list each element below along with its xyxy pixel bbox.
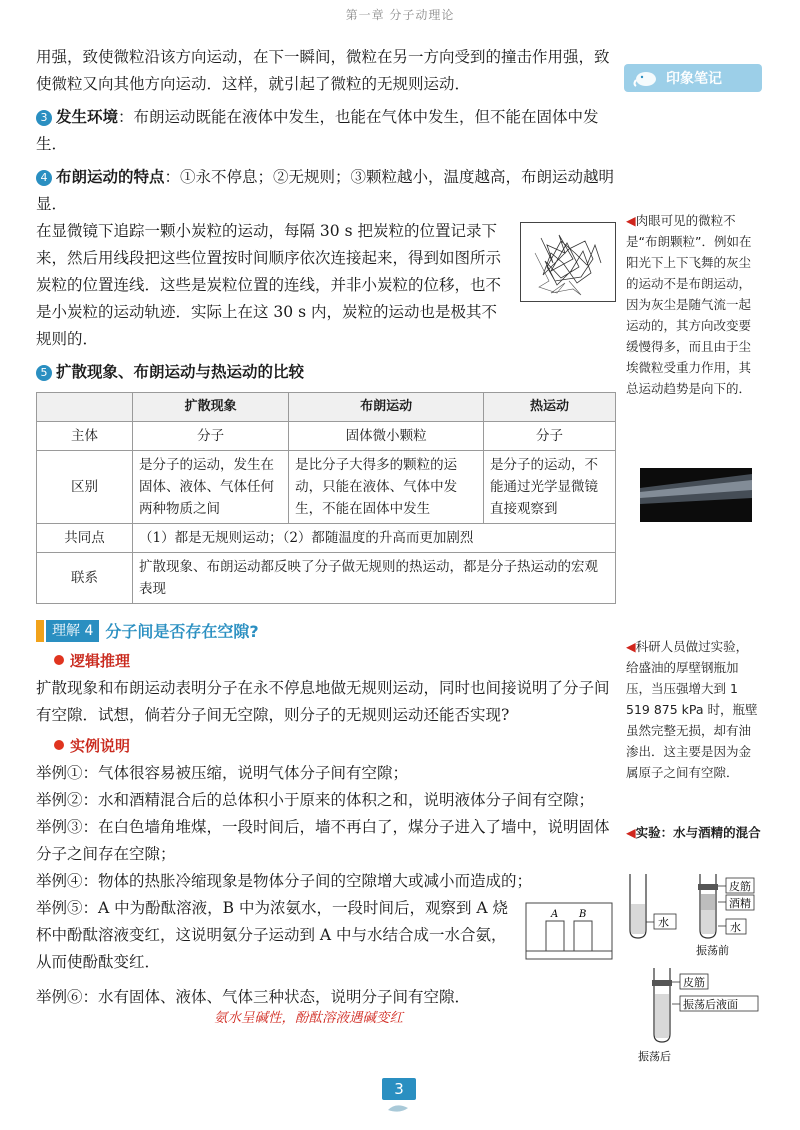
table-row <box>37 451 616 524</box>
label-water-1: 水 <box>658 916 669 929</box>
table-cell: （1）都是无规则运动；（2）都随温度的升高而更加剧烈 <box>133 524 616 553</box>
sidebar-note-1 <box>626 210 758 399</box>
label-after-level: 振荡后液面 <box>683 998 738 1011</box>
table-row <box>37 422 616 451</box>
sidebar-note-1-text: 肉眼可见的微粒不是“布朗颗粒”．例如在阳光下上下飞舞的灰尘的运动不是布朗运动，因为灰尘是随气流一起运动的，其方向改变要缓慢得多，而且由于尘埃微粒受重力作用，其总运动趋势是向下的． <box>626 213 752 396</box>
row-label: 区别 <box>37 451 133 524</box>
label-alcohol: 酒精 <box>729 897 751 910</box>
logic-paragraph: 扩散现象和布朗运动表明分子在永不停息地做无规则运动，同时也间接说明了分子间有空隙．试想，倘若分子间无空隙，则分子的无规则运动还能否实现? <box>36 679 610 724</box>
features-label: 布朗运动的特点 <box>56 168 165 186</box>
example-1: 举例①：气体很容易被压缩，说明气体分子间有空隙； <box>36 764 409 782</box>
table-cell: 扩散现象、布朗运动都反映了分子做无规则的热运动，都是分子热运动的宏观表现 <box>133 553 616 604</box>
comparison-table <box>36 392 616 604</box>
features-text: ：①永不停息；②无规则；③颗粒越小，温度越高，布朗运动越明显． <box>36 168 615 213</box>
row-label: 共同点 <box>37 524 133 553</box>
carbon-path-drawing <box>521 223 615 301</box>
handwritten-note: 氨水呈碱性，酚酞溶液遇碱变红 <box>214 1010 403 1026</box>
main-content <box>36 44 616 1011</box>
row-label: 联系 <box>37 553 133 604</box>
number-badge-4: 4 <box>36 170 52 186</box>
sidebar-note-2 <box>626 636 758 783</box>
section-title <box>36 618 616 644</box>
table-header-cell: 热运动 <box>484 393 616 422</box>
row-label: 主体 <box>37 422 133 451</box>
logic-heading-text: 逻辑推理 <box>70 652 131 670</box>
environment-label: 发生环境 <box>56 108 119 126</box>
carbon-paragraph: 在显微镜下追踪一颗小炭粒的运动，每隔 30 s 把炭粒的位置记录下来，然后用线段把这些位置按时间顺序依次连接起来，得到如图所示炭粒的位置连线．这些是炭粒位置的连线，并非小炭粒的位移，也不是小炭粒的运动轨迹．实际上在这 30 s 内，炭粒的运动也是极其不规则的． <box>36 222 502 348</box>
label-water-2: 水 <box>730 921 741 934</box>
logic-heading <box>54 648 616 675</box>
triangle-icon: ◀ <box>626 639 636 654</box>
table-header-cell: 扩散现象 <box>133 393 289 422</box>
number-badge-5: 5 <box>36 365 52 381</box>
table-cell: 是分子的运动，不能通过光学显微镜直接观察到 <box>484 451 616 524</box>
example-2: 举例②：水和酒精混合后的总体积小于原来的体积之和，说明液体分子间有空隙； <box>36 791 595 809</box>
leaf-ornament-icon <box>386 1102 414 1116</box>
label-before: 振荡前 <box>696 944 729 957</box>
test-tubes-diagram <box>624 864 784 1064</box>
table-cell: 分子 <box>484 422 616 451</box>
number-badge-3: 3 <box>36 110 52 126</box>
comparison-heading <box>36 359 616 386</box>
elephant-icon <box>632 68 660 88</box>
table-header-cell <box>37 393 133 422</box>
triangle-icon: ◀ <box>626 825 636 840</box>
table-cell: 是比分子大得多的颗粒的运动，只能在液体、气体中发生，不能在固体中发生 <box>289 451 484 524</box>
environment-paragraph <box>36 104 616 158</box>
table-cell: 固体微小颗粒 <box>289 422 484 451</box>
book-icon <box>36 620 44 642</box>
label-rubber-2: 皮筋 <box>683 976 705 989</box>
section-heading: 分子间是否存在空隙? <box>105 621 259 641</box>
triangle-icon: ◀ <box>626 213 636 228</box>
table-row <box>37 524 616 553</box>
example-6: 举例⑥：水有固体、液体、气体三种状态，说明分子间有空隙． <box>36 988 471 1006</box>
table-cell: 分子 <box>133 422 289 451</box>
example-3: 举例③：在白色墙角堆煤，一段时间后，墙不再白了，煤分子进入了墙中，说明固体分子之间存在空隙； <box>36 818 610 863</box>
chapter-header: 第一章 分子动理论 <box>345 8 455 22</box>
beaker-a-label: A <box>551 909 559 920</box>
label-after: 振荡后 <box>638 1050 671 1063</box>
examples-heading <box>54 733 616 760</box>
section-tag: 理解 4 <box>46 620 99 642</box>
environment-text: ：布朗运动既能在液体中发生，也能在气体中发生，但不能在固体中发生． <box>36 108 599 153</box>
table-row <box>37 553 616 604</box>
notes-badge-label: 印象笔记 <box>666 71 722 87</box>
examples-heading-text: 实例说明 <box>70 737 131 755</box>
example-5: 举例⑤：A 中为酚酞溶液，B 中为浓氨水，一段时间后，观察到 A 烧杯中酚酞溶液变红，这说明氨分子运动到 A 中与水结合成一水合氨，从而使酚酞变红． <box>36 899 508 971</box>
sidebar-note-2-text: 科研人员做过实验，给盛油的厚壁钢瓶加压，当压强增大到 1 519 875 kPa 时，瓶壁虽然完整无损，却有油渗出．这主要是因为金属原子之间有空隙． <box>626 639 758 780</box>
experiment-title-text: 实验：水与酒精的混合 <box>635 825 761 840</box>
beaker-b-label: B <box>579 909 587 920</box>
table-header-cell: 布朗运动 <box>289 393 484 422</box>
experiment-title <box>626 822 766 843</box>
carbon-particle-path-image <box>520 222 616 302</box>
light-beam-drawing <box>640 468 752 522</box>
bullet-icon <box>54 655 64 665</box>
table-cell: 是分子的运动，发生在固体、液体、气体任何两种物质之间 <box>133 451 289 524</box>
dust-photo <box>640 468 752 522</box>
paragraph-continuation: 用强，致使微粒沿该方向运动，在下一瞬间，微粒在另一方向受到的撞击作用强，致使微粒又向其他方向运动．这样，就引起了微粒的无规则运动． <box>36 48 610 93</box>
label-rubber-1: 皮筋 <box>729 880 751 893</box>
features-paragraph <box>36 164 616 218</box>
page-number: 3 <box>382 1078 416 1100</box>
example-4: 举例④：物体的热胀冷缩现象是物体分子间的空隙增大或减小而造成的； <box>36 872 533 890</box>
comparison-label: 扩散现象、布朗运动与热运动的比较 <box>56 363 305 381</box>
beakers-drawing <box>524 901 616 963</box>
beakers-image <box>524 901 616 963</box>
table-header-row <box>37 393 616 422</box>
bullet-icon <box>54 740 64 750</box>
